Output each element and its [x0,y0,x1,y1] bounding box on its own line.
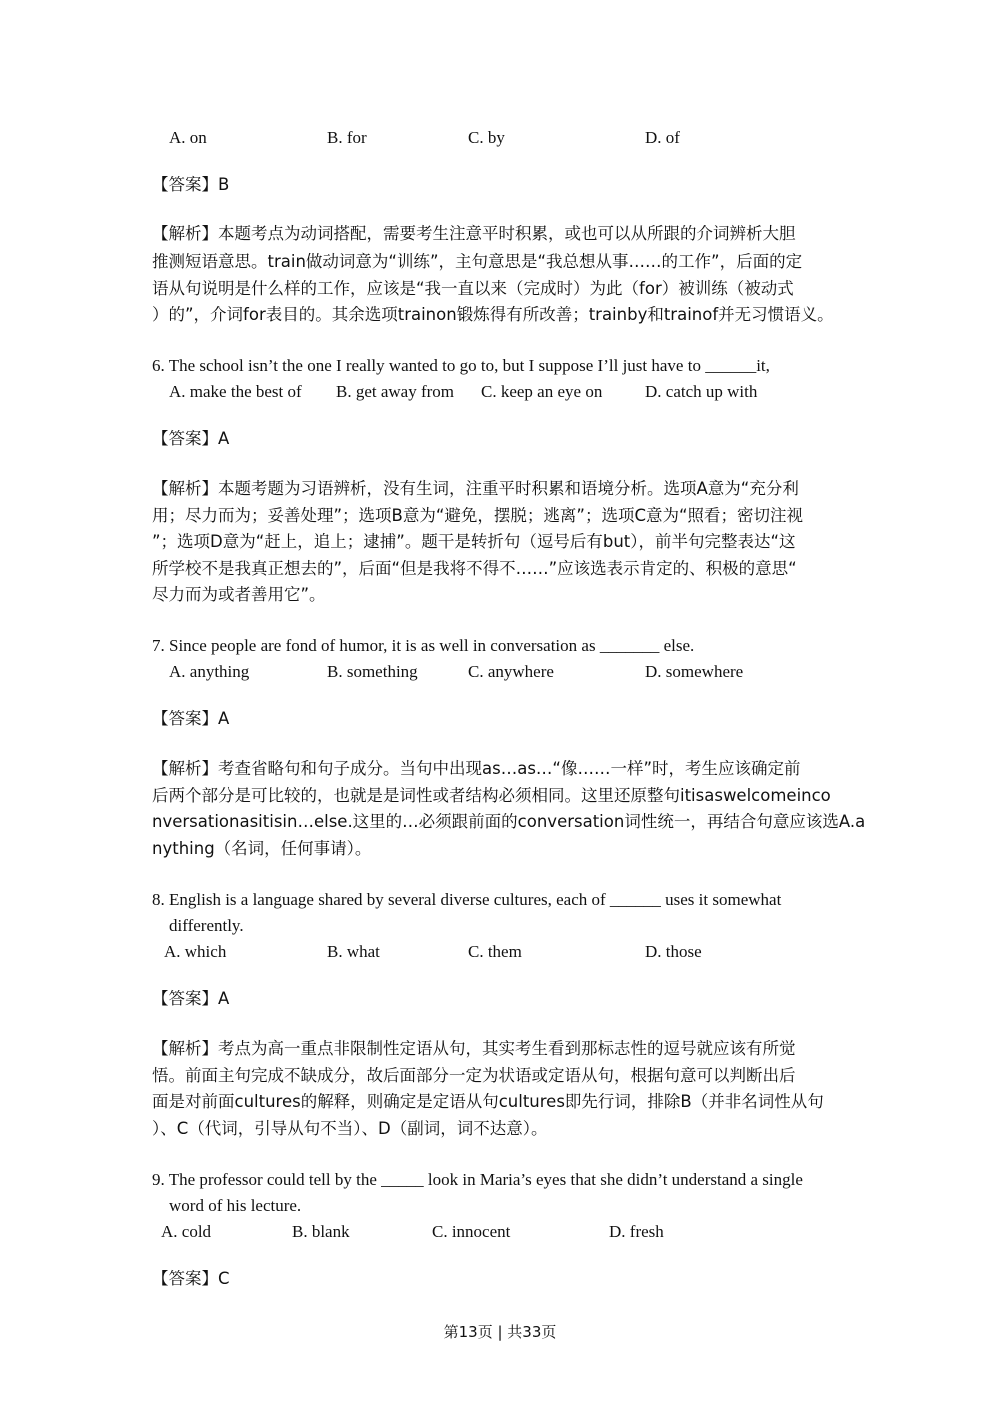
q6-analysis-line: 所学校不是我真正想去的”，后面“但是我将不得不……”应该选表示肯定的、积极的意思“ [152,559,797,578]
q6-analysis-line: 用；尽力而为；妥善处理”；选项B意为“避免，摆脱；逃离”；选项C意为“照看；密切注视 [152,506,804,525]
q7-stem: 7. Since people are fond of humor, it is as well in conversation as _______ else. [152,636,695,655]
q8-option-d: D. those [645,942,702,961]
q6-answer: 【答案】A [152,429,230,448]
q9-option-c: C. innocent [432,1222,511,1241]
q9-stem: 9. The professor could tell by the _____ look in Maria’s eyes that she didn’t understand a single [152,1170,803,1189]
q9-option-b: B. blank [292,1222,350,1241]
q7-analysis-line: nversationasitisin…else.这里的…必须跟前面的conversation词性统一，再结合句意应该选A.a [152,812,866,831]
q5-option-c: C. by [468,128,505,147]
q9-answer: 【答案】C [152,1269,230,1288]
q6-analysis-line: 【解析】本题考题为习语辨析，没有生词，注重平时积累和语境分析。选项A意为“充分利 [152,479,799,498]
q6-option-c: C. keep an eye on [481,382,603,401]
q7-option-c: C. anywhere [468,662,554,681]
q6-analysis-line: ”；选项D意为“赶上，追上；逮捕”。题干是转折句（逗号后有but），前半句完整表达“这 [152,532,796,551]
q8-analysis-line: 悟。前面主句完成不缺成分，故后面部分一定为状语或定语从句，根据句意可以判断出后 [152,1066,796,1085]
q6-option-a: A. make the best of [169,382,302,401]
q6-analysis-line: 尽力而为或者善用它”。 [152,585,326,604]
q8-answer: 【答案】A [152,989,230,1008]
q5-analysis-line: 语从句说明是什么样的工作，应该是“我一直以来（完成时）为此（for）被训练（被动式 [152,279,794,298]
q7-option-d: D. somewhere [645,662,744,681]
q5-option-d: D. of [645,128,680,147]
q7-answer: 【答案】A [152,709,230,728]
q7-option-b: B. something [327,662,418,681]
q8-stem: 8. English is a language shared by several diverse cultures, each of ______ uses it somewhat [152,890,782,909]
q7-analysis-line: nything（名词，任何事请）。 [152,839,372,858]
q8-analysis-line: ）、C（代词，引导从句不当）、D（副词，词不达意）。 [152,1119,548,1138]
q5-option-b: B. for [327,128,367,147]
q8-option-a: A. which [164,942,227,961]
q9-option-a: A. cold [161,1222,212,1241]
q5-option-a: A. on [169,128,207,147]
q8-analysis-line: 面是对前面cultures的解释，则确定是定语从句cultures即先行词，排除B（并非名词性从句 [152,1092,824,1111]
q8-analysis-line: 【解析】考点为高一重点非限制性定语从句，其实考生看到那标志性的逗号就应该有所觉 [152,1039,796,1058]
q8-option-c: C. them [468,942,522,961]
page-number: 第13页 | 共33页 [443,1323,557,1341]
q5-analysis-line: ）的”，介词for表目的。其余选项trainon锻炼得有所改善；trainby和trainof并无习惯语义。 [152,305,834,324]
q5-analysis-line: 【解析】本题考点为动词搭配，需要考生注意平时积累，或也可以从所跟的介词辨析大胆 [152,224,796,243]
q7-analysis-line: 【解析】考查省略句和句子成分。当句中出现as…as…“像……一样”时，考生应该确定前 [152,759,801,778]
q6-option-d: D. catch up with [645,382,758,401]
q9-stem-continued: word of his lecture. [169,1196,302,1215]
q7-option-a: A. anything [169,662,250,681]
q7-analysis-line: 后两个部分是可比较的，也就是是词性或者结构必须相同。这里还原整句itisaswelcomeinco [152,786,831,805]
q5-answer: 【答案】B [152,175,230,194]
q9-option-d: D. fresh [609,1222,664,1241]
q6-stem: 6. The school isn’t the one I really wanted to go to, but I suppose I’ll just have to ______it, [152,356,770,375]
q5-analysis-line: 推测短语意思。train做动词意为“训练”，主句意思是“我总想从事……的工作”，后面的定 [152,252,803,271]
q6-option-b: B. get away from [336,382,455,401]
q8-stem-continued: differently. [169,916,244,935]
q8-option-b: B. what [327,942,380,961]
